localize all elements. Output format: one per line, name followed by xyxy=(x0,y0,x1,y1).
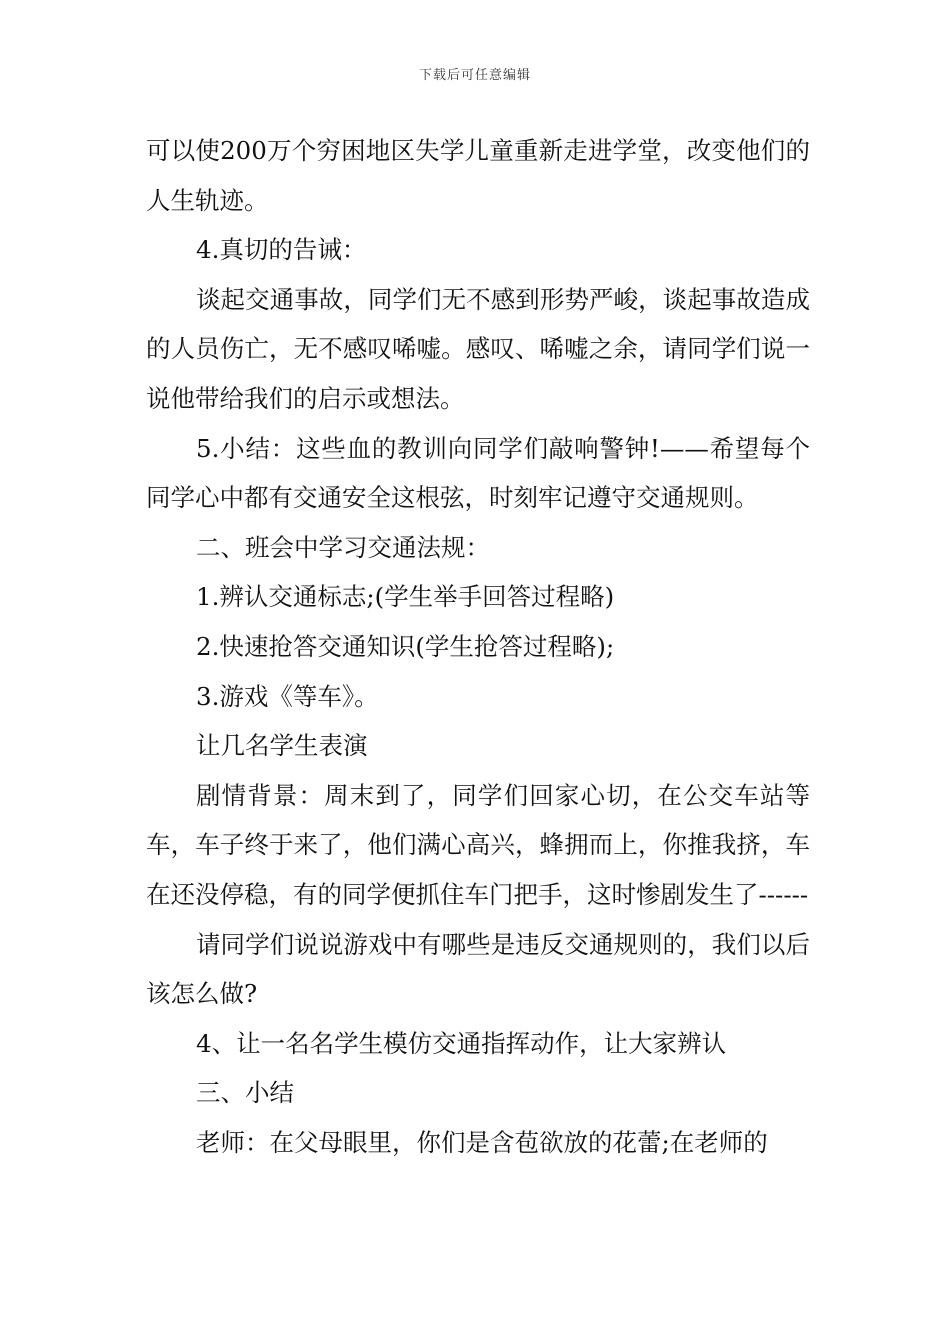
paragraph-item-5-summary: 5.小结：这些血的教训向同学们敲响警钟!——希望每个同学心中都有交通安全这根弦，时刻牢记遵守交通规则。 xyxy=(146,433,810,513)
paragraph-teacher-remarks: 老师：在父母眼里，你们是含苞欲放的花蕾;在老师的 xyxy=(196,1127,768,1157)
paragraph-game: 3.游戏《等车》。 xyxy=(196,681,379,711)
paragraph-plot-background: 剧情背景：周末到了，同学们回家心切，在公交车站等车，车子终于来了，他们满心高兴，蜂拥而上，你推我挤，车在还没停稳，有的同学便抓住车门把手，这时惨剧发生了------ xyxy=(146,780,810,909)
paragraph-quick-quiz: 2.快速抢答交通知识(学生抢答过程略); xyxy=(196,631,615,661)
document-body xyxy=(146,126,810,1167)
paragraph-performance: 让几名学生表演 xyxy=(196,731,368,761)
paragraph-continuation: 可以使200万个穷困地区失学儿童重新走进学堂，改变他们的人生轨迹。 xyxy=(146,136,810,215)
section-heading-2: 二、班会中学习交通法规： xyxy=(196,532,490,562)
paragraph-traffic-gestures: 4、让一名名学生模仿交通指挥动作，让大家辨认 xyxy=(196,1028,727,1058)
paragraph-accident-discussion: 谈起交通事故，同学们无不感到形势严峻，谈起事故造成的人员伤亡，无不感叹唏嘘。感叹、唏嘘之余，请同学们说一说他带给我们的启示或想法。 xyxy=(146,284,810,413)
paragraph-traffic-signs: 1.辨认交通标志;(学生举手回答过程略) xyxy=(196,582,615,612)
section-heading-3: 三、小结 xyxy=(196,1078,294,1108)
paragraph-item-4: 4.真切的告诫： xyxy=(196,235,367,265)
page-header: 下载后可任意编辑 xyxy=(418,68,531,83)
paragraph-discussion-question: 请同学们说说游戏中有哪些是违反交通规则的，我们以后该怎么做? xyxy=(146,929,810,1009)
